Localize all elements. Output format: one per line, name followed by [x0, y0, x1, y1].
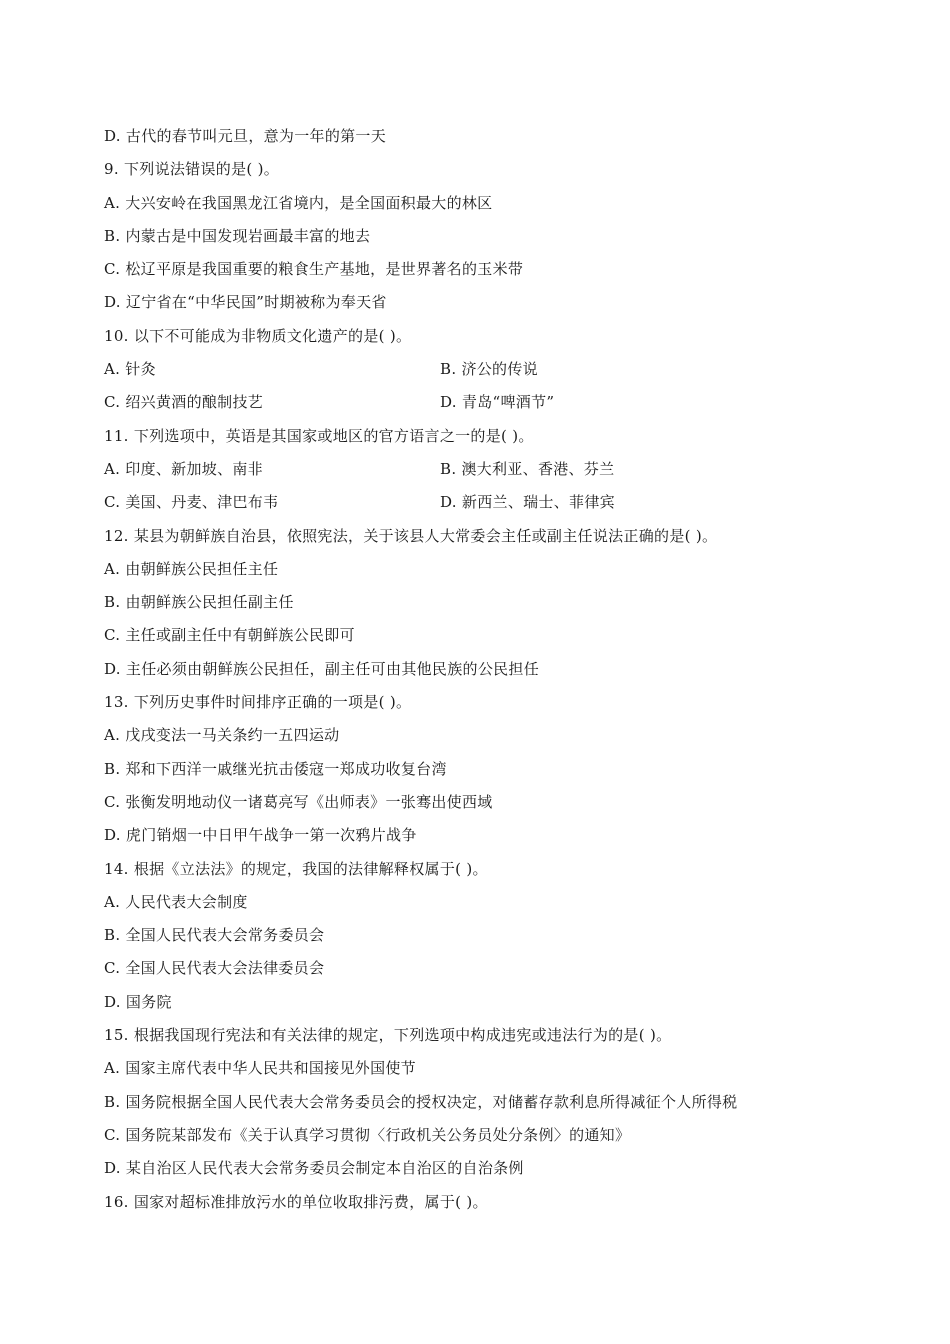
q10-option-b: B. 济公的传说 — [440, 360, 538, 379]
q15-option-a: A. 国家主席代表中华人民共和国接见外国使节 — [104, 1059, 416, 1078]
q12-option-a: A. 由朝鲜族公民担任主任 — [104, 559, 279, 578]
q14-option-c: C. 全国人民代表大会法律委员会 — [104, 959, 325, 978]
q15-option-d: D. 某自治区人民代表大会常务委员会制定本自治区的自治条例 — [104, 1159, 524, 1178]
q11-option-c: C. 美国、丹麦、津巴布韦 — [104, 493, 279, 512]
q11-options-row-1 — [104, 453, 864, 486]
q10-option-c: C. 绍兴黄酒的酿制技艺 — [104, 393, 264, 412]
q10-stem: 10. 以下不可能成为非物质文化遗产的是( )。 — [104, 326, 412, 345]
q13-option-d: D. 虎门销烟一中日甲午战争一第一次鸦片战争 — [104, 826, 417, 845]
q10-option-d: D. 青岛“啤酒节” — [440, 393, 555, 412]
q13-stem: 13. 下列历史事件时间排序正确的一项是( )。 — [104, 693, 412, 712]
q11-options-row-2 — [104, 486, 864, 519]
q9-option-b: B. 内蒙古是中国发现岩画最丰富的地去 — [104, 226, 371, 245]
q12-option-c: C. 主任或副主任中有朝鲜族公民即可 — [104, 626, 355, 645]
q8-option-d: D. 古代的春节叫元旦，意为一年的第一天 — [104, 127, 387, 145]
document-page — [104, 120, 864, 1219]
q11-stem: 11. 下列选项中，英语是其国家或地区的官方语言之一的是( )。 — [104, 426, 534, 445]
q13-option-c: C. 张衡发明地动仪一诸葛亮写《出师表》一张骞出使西域 — [104, 792, 493, 811]
q14-stem: 14. 根据《立法法》的规定，我国的法律解释权属于( )。 — [104, 859, 488, 878]
q9-option-a: A. 大兴安岭在我国黑龙江省境内，是全国面积最大的林区 — [104, 193, 493, 212]
q12-option-d: D. 主任必须由朝鲜族公民担任，副主任可由其他民族的公民担任 — [104, 659, 540, 678]
q9-stem: 9. 下列说法错误的是( )。 — [104, 160, 280, 179]
q15-option-c: C. 国务院某部发布《关于认真学习贯彻〈行政机关公务员处分条例〉的通知》 — [104, 1125, 631, 1144]
q14-option-a: A. 人民代表大会制度 — [104, 892, 248, 911]
q11-option-a: A. 印度、新加坡、南非 — [104, 459, 263, 478]
q11-option-b: B. 澳大利亚、香港、芬兰 — [440, 459, 615, 478]
q9-option-d: D. 辽宁省在“中华民国”时期被称为奉天省 — [104, 293, 387, 312]
q12-option-b: B. 由朝鲜族公民担任副主任 — [104, 593, 294, 612]
q14-option-d: D. 国务院 — [104, 992, 172, 1011]
q13-option-a: A. 戊戌变法一马关条约一五四运动 — [104, 726, 340, 745]
q10-options-row-1 — [104, 353, 864, 386]
q10-option-a: A. 针灸 — [104, 360, 156, 379]
q15-option-b: B. 国务院根据全国人民代表大会常务委员会的授权决定，对储蓄存款利息所得减征个人所得税 — [104, 1092, 738, 1111]
q10-options-row-2 — [104, 386, 864, 419]
q16-stem: 16. 国家对超标准排放污水的单位收取排污费，属于( )。 — [104, 1192, 488, 1211]
q11-option-d: D. 新西兰、瑞士、菲律宾 — [440, 493, 615, 512]
q13-option-b: B. 郑和下西洋一戚继光抗击倭寇一郑成功收复台湾 — [104, 759, 447, 778]
q15-stem: 15. 根据我国现行宪法和有关法律的规定，下列选项中构成违宪或违法行为的是( )。 — [104, 1026, 672, 1045]
q12-stem: 12. 某县为朝鲜族自治县，依照宪法，关于该县人大常委会主任或副主任说法正确的是( )。 — [104, 526, 718, 545]
q14-option-b: B. 全国人民代表大会常务委员会 — [104, 926, 325, 945]
q9-option-c: C. 松辽平原是我国重要的粮食生产基地，是世界著名的玉米带 — [104, 260, 524, 279]
